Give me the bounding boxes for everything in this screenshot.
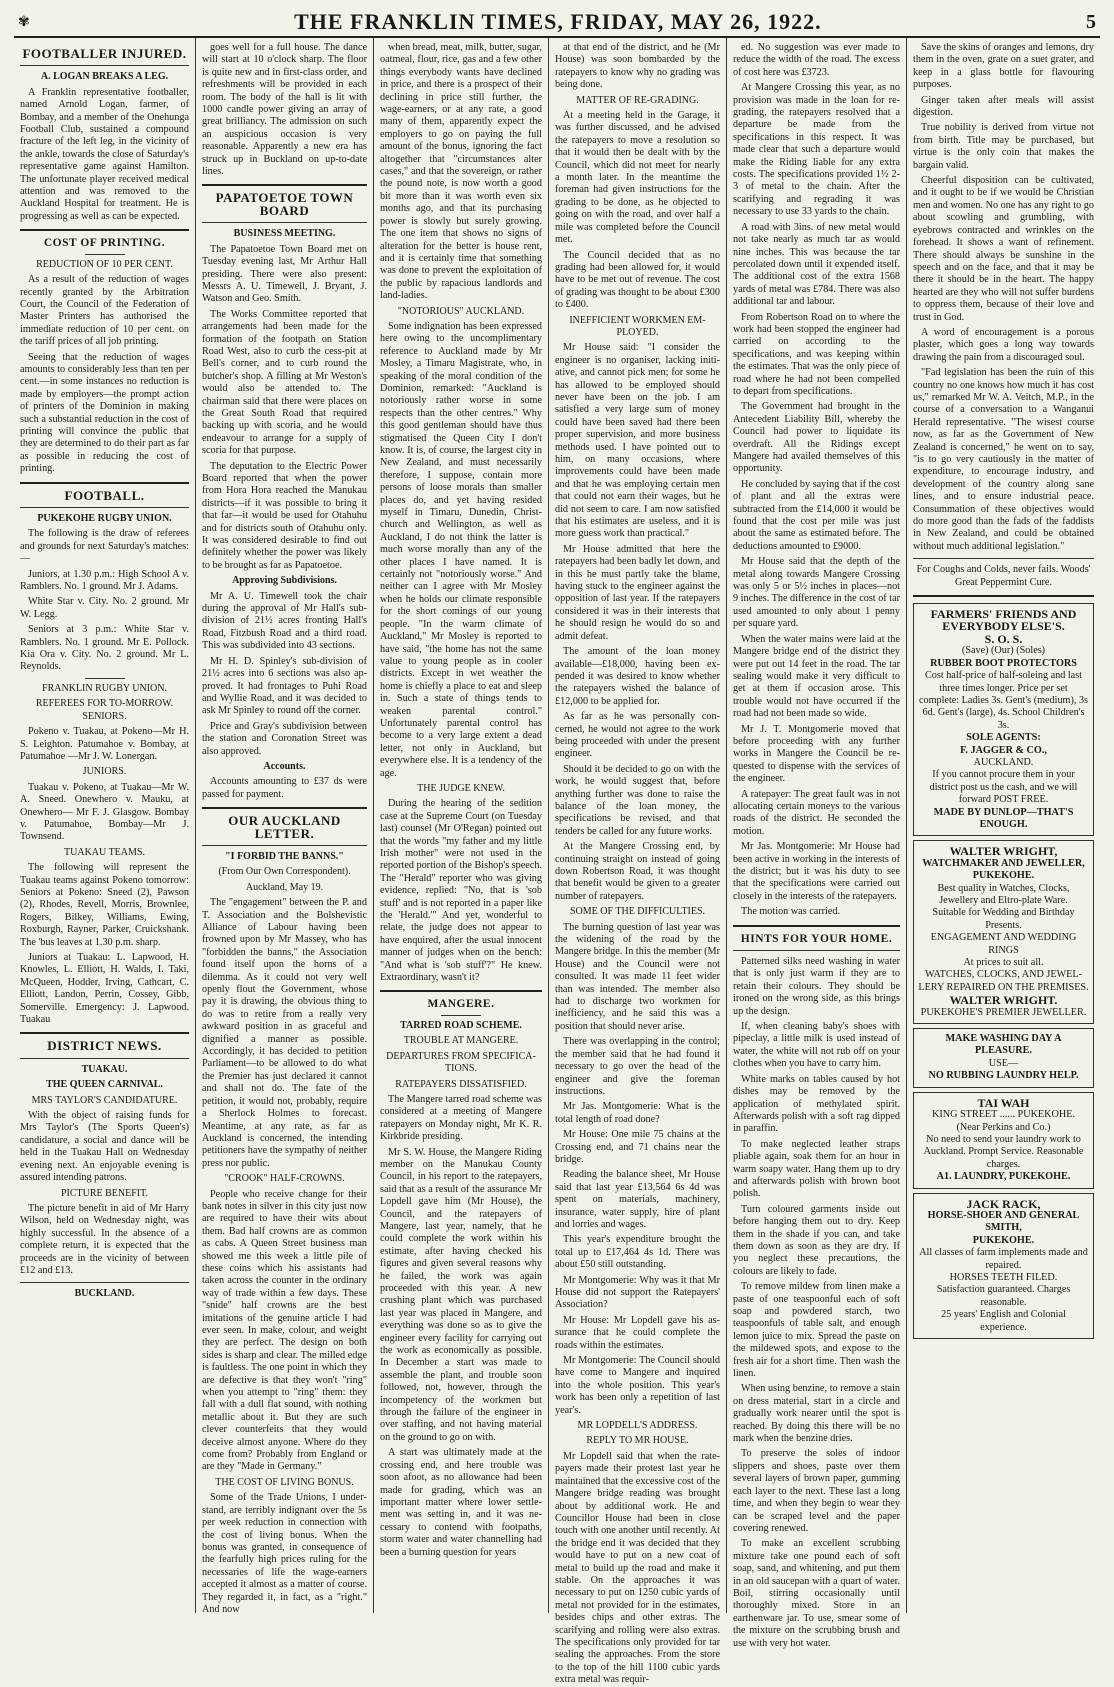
ad3-line-3: NO RUBBING LAUNDRY HELP. [928,1070,1079,1082]
article-cost-living: Some of the Trade Unions, I understand, are terribly indignant over the 5s per week reduction in connection with the cost of living bonus. When the bonus was granted, in consequence of the fearfully high prices ruling for the necessaries of life the wage-earners accepted it almost as a matter of course. They regarded it, in fact, as a "right." And now [202,1492,367,1615]
ad1-jagger: F. JAGGER & CO., [960,744,1047,756]
subheading-ratepayers: RATEPAYERS DISSATISFIED. [395,1078,527,1090]
subheading-tarred-road: TARRED ROAD SCHEME. [400,1019,522,1031]
lopdell-6: The Government had brought in the Antecedent Liability Bill, whereby the Council had power to liquidate its overdraft. All the Ridings except Mangere had availed themselves of this opportunity. [733,401,900,475]
hint-5: Turn coloured garments inside out before hanging them out to dry. Keep them in the shade if you can, and take them down as soon as they are dry. If you neglect these precautions, the colours are likely to fade. [733,1203,900,1277]
ad-jack-rack [913,1193,1094,1339]
subheading-taylor: MRS TAYLOR'S CANDIDATURE. [31,1094,178,1106]
subheading-notorious: "NOTORIOUS" AUCKLAND. [397,305,525,317]
subheading-cost-living: THE COST OF LIVING BONUS. [215,1476,354,1488]
heading-papatoetoe: PAPATOETOE TOWN BOARD [215,190,354,218]
page-number: 5 [1085,10,1096,33]
ad5-trade: HORSE-SHOER AND GENERAL SMITH, [927,1209,1080,1234]
difficulties-6: This year's expenditure brought the total up to £17,464 4s 1d. There was about £50 still outstanding. [555,1234,720,1271]
subheading-carnival: THE QUEEN CARNIVAL. [46,1079,163,1091]
tip-5: A word of encouragement is a porous plaster, which goes a long way towards drawing the pain from a discouraged soul. [913,326,1094,363]
column-4 [549,38,727,1686]
ad5-town: PUKEKOHE. [972,1234,1035,1246]
ad2-line-2: Suitable for Wedding and Birthday Presents. [932,907,1075,931]
heading-footballer-injured: FOOTBALLER INJURED. [22,46,187,61]
subheading-accounts: Accounts. [263,760,306,772]
subheading-juniors: JUNIORS. [82,766,127,778]
column-5 [727,38,907,1649]
ad2-name-2: WALTER WRIGHT. [949,993,1058,1008]
lopdell-8: Mr House said that the depth of the metal along towards Mangere Crossing was only 5 or 5½ inches in places—not 9 inches. The difference in the cost of tar used amounted to only about 1 penny per square yard. [733,556,900,630]
lopdell-2: ed. No suggestion was ever made to reduce the width of the road. The excess of cost here was £3723. [733,42,900,78]
lopdell-4: A road with 3ins. of new metal would not take nearly as much tar as would nine inches. This was because the tar percolated down until it expended itself. The additional cost of the extra 1568 yards of metal was £784. There was also additional tar and labour. [733,221,900,308]
subheading-difficulties: SOME OF THE DIFFICULTIES. [569,906,706,918]
referees-seniors: Pokeno v. Tuakau, at Pokeno—Mr H. S. Leighton. Patumahoe v. Bombay, at Patumahoe —Mr J. W. Lonergan. [20,726,189,762]
rugby-juniors: Juniors, at 1.30 p.m.: High School A v. Ramblers. No. 1 ground. Mr J. Adams. [20,568,189,593]
subheading-judge: THE JUDGE KNEW. [417,782,505,794]
papatoetoe-4: Mr A. U. Timewell took the chair during the approval of Mr Hall's subdivision of 21½ acres fronting Hall's Road, Fitzbush Road and a third road. This was subdivided into 43 sections. [202,590,367,652]
lopdell-7: He concluded by saying that if the cost of plant and all the extras were subtracted from the £14,000 it would be found that the cost per mile was just about the same as estimated before. The deductions amounted to £9000. [733,478,900,552]
heading-cost-printing: COST OF PRINTING. [43,237,166,250]
ad1-dunlop: MADE BY DUNLOP—THAT'S ENOUGH. [933,806,1074,830]
ad-tai-wah [913,1092,1094,1189]
heading-district-news: DISTRICT NEWS. [47,1038,162,1054]
ad1-title: FARMERS' FRIENDS AND EVERYBODY ELSE'S. [930,607,1077,634]
article-logan: A Franklin representative footballer, named Arnold Logan, farmer, of Bombay, and a member of the Onehunga Football Club, sustained a compound fracture of the left leg, in the vicinity of the ankle, towards the close of Saturday's representative game against Hamilton. The unfortunate player received medical attention and was removed to the Auckland Hospital for treatment. He is progressing as well as can be expected. [20,86,189,222]
dateline: Auckland, May 19. [245,881,324,893]
article-picture-benefit: The picture benefit in aid of Mr Harry Wilson, held on Wednesday night, was highly successful. In the absence of a complete return, it is expected that the proceeds are in the vicinity of between £12 and £13. [20,1202,189,1276]
subheading-lopdell: MR LOPDELL'S ADDRESS. [577,1420,698,1432]
masthead [14,8,1100,38]
lopdell-11: A ratepayer: The great fault was in not allocating certain moneys to the various roads of the district. He seconded the motion. [733,788,900,837]
tip-6: "Fad legislation has been the ruin of this country no one knows how much it has cost us," remarked Mr W. A. Veitch, M.P., in the course of a conversation to a Wanganui Herald representative. "The wisest course now, as far as the Government of New Zealand is concerned," he went on to say, "is to go very cautiously in the matter of expenditure, to encourage industry, and development of the country along sane lines, and to ensure industrial peace. Consummation of these objectives would do more good than the fads of the faddists in New Zealand, and could be obtained without much additional legislation." [913,367,1094,552]
mangere-3: A start was ultimately made at the crossing end, and here trouble was soon afoot, as no allowance had been made for grading, which was an important matter where lower settlement was setting in, and it was necessary to contend with footpaths, storm water and water channelling had been a burning question for years [380,1447,542,1558]
lopdell-9: When the water mains were laid at the Mangere bridge end of the district they were put out 14 feet in the road. The tar sealing would make it very difficult to get at them if occasion arose. This trouble would not have occurred if the road had not been made so wide. [733,633,900,720]
ad5-line-4: 25 years' English and Colonial experience. [941,1309,1066,1333]
ad2-line-1: Best quality in Watches, Clocks, Jewellery and Eltro-plate Ware. [937,882,1070,906]
ad5-line-1: All classes of farm implements made and repaired. [919,1247,1088,1271]
subheading-logan: A. LOGAN BREAKS A LEG. [40,71,169,83]
tip-3: True nobility is derived from virtue not from birth. Title may be purchased, but virtue is the only coin that makes the bargain valid. [913,122,1094,171]
heading-hints: HINTS FOR YOUR HOME. [740,932,893,945]
subheading-tuakau-teams: TUAKAU TEAMS. [64,846,145,858]
rugby-seniors: Seniors at 3 p.m.: White Star v. Ramblers. No. 1 ground. Mr E. Pollock. Kia Ora v. City. No. 2 ground. Mr L. Reynolds. [20,624,189,673]
tuakau-teams: The following will represent the Tuakau teams against Pokeno tomorrow: Seniors at Pokeno: Sneed (2), Pawson (2), Rhodes, Revell, Morris, Brownlee, Rogers, Bilkey, Williams, Ewing, Roxburgh, Rayner, Parker, Cruickshank. The 'bus leaves at 1.30 p.m. sharp. [20,862,189,948]
subheading-business: BUSINESS MEETING. [233,228,336,240]
papatoetoe-3: The deputation to the Electric Power Board reported that when the power from Hora Hora reached the Manukau districts—if it was possible to bring it that far—it would be used for Otahuhu and for districts south of Otahuhu only. It was considered desirable to find out definitely whether the power was likely to be brought as far as Papatoetoe. [202,460,367,571]
ad1-rubber: RUBBER BOOT PROTECTORS [930,657,1077,669]
ad2-name: WALTER WRIGHT, [949,844,1058,859]
column-2 [196,38,374,1613]
ad1-cost: Cost half-price of half-soleing and last three times longer. Price per set complete: Ladies 3s. Gent's (medium), 3s 6d. Gent's (large), 4s. School Children's 3s. [918,670,1089,731]
inefficient-2: Mr House admitted that here the ratepayers had been badly let down, and in this he must partly take the blame, having stuck to the engineer against the opposition of last year. If the ratepayers considered it was in their interests that he should resign he would do so and admit defeat. [555,543,720,642]
subheading-pukekohe-rugby: PUKEKOHE RUGBY UNION. [37,513,172,524]
hint-7: When using benzine, to remove a stain on dress material, start in a circle and gradually work nearer until the spot is reached. By doing this there will be no mark when the benzine dries. [733,1383,900,1445]
mangere-2: Mr S. W. House, the Mangere Riding member on the Manukau County Council, in his report to the ratepayers, said that as a result of the assurance Mr Lopdell gave him (Mr House), the Council, and the ratepayers of Mangere, last year, namely, that he could complete the work within his estimate, after having checked his figures and given several reasons why he failed, the work was again proceeded with this year. A new crushing plant which was purchased last year was placed in Mangere, and everything was done so as to give the engineer every facility for carrying out the work as economically as possible. In December a start was made to assemble the plant, and trouble soon followed, not, however, through the incompetency of the workmen but through the failure of the engineer in over staffing, and not having material on the ground to go on with. [380,1146,542,1443]
inefficient-1: Mr House said: "I consider the engineer is no organiser, lacking initiative, and cannot pick men; for some he has allowed to be employed should never have been on the job. I am satisfied a very large sum of money could have been saved had there been proper supervision, and more business methods used. I have pointed out to him, on many occasions, where improvements could have been made and that he was employing certain men that could not earn their wages, but he did not seem to care. I am now satisfied that his estimates are useless, and it is more guess work than practical." [555,342,720,540]
difficulties-7: Mr Montgomerie: Why was it that Mr House did not support the Ratepayers' Association? [555,1274,720,1311]
inefficient-3: The amount of the loan money available—£18,000, having been expended it was desired to know whether the ratepayers wished the balance of £12,000 to be applied for. [555,646,720,707]
ad1-sos: S. O. S. [984,631,1023,646]
regrading-2: The Council decided that as no grading had been allowed for, it would have to be met out of revenue. The cost of grading was thought to be about £300 to £400. [555,249,720,311]
ad5-line-2: HORSES TEETH FILED. [949,1271,1058,1283]
subheading-correspondent: (From Our Own Correspondent). [218,866,351,878]
lopdell-3: At Mangere Crossing this year, as no provision was made in the loan for re-grading, the ratepayers resolved that a departure be made from the specifications in this respect. It was made clear that such a departure would make the Riding liable for any extra costs. The specifications provided 1½ 2-3 of metal to the chain. After the scarifying and regrading it was necessary to use 33 yards to the chain. [733,82,900,218]
difficulties-1: The burning question of last year was the widening of the road by the Mangere bridge. In this the member (Mr House) and the Council were not consulted. It was made 11 feet wider than was intended. The member also had to discharge two workmen for inefficiency, and he said this was a position that should never arise. [555,921,720,1032]
ad-rubber-boot [913,603,1094,836]
page-title: THE FRANKLIN TIMES, FRIDAY, MAY 26, 1922. [294,9,822,34]
difficulties-5: Reading the balance sheet, Mr House said that last year £13,564 6s 4d was spent on materials, machinery, insurance, water supply, hire of plant and lorries and wages. [555,1169,720,1230]
hint-9: To make an excellent scrubbing mixture take one pound each of soft soap, sand, and whitening, and put them in an old saucepan with a quart of water. Boil, stirring occasionally until thoroughly mixed. Store in an earthenware jar. To use, smear some of the mixture on the scrubbing brush and use with very hot water. [733,1538,900,1649]
difficulties-9: Mr Montgomerie: The Council should have come to Mangere and inquired into the whole position. This year's work has been only a repetition of last year's. [555,1355,720,1416]
column-6 [907,38,1100,1613]
mangere-1: The Mangere tarred road scheme was considered at a meeting of Mangere ratepayers on Monday night, Mr K. R. Kirkbride presiding. [380,1093,542,1143]
ad5-name: JACK RACK, [966,1196,1041,1211]
ad-washing-day [913,1028,1094,1088]
papatoetoe-1: The Papatoetoe Town Board met on Tuesday evening last, Mr Arthur Hall presiding. There were also present: Messrs A. U. Timewell, J. Bryant, J. Watson and Geo. Smith. [202,243,367,305]
mangere-4: at that end of the district, and he (Mr House) was soon bombarded by the ratepayers to know why no grading was being done. [555,42,720,91]
article-crook: People who receive change for their bank notes in silver in this city just now are required to have their wits about them. Bad half crowns are as common as cabs. A Queen Street business man showed me this week a little pile of these coins which his assistants had taken across the counter in the ordinary way of trade within a few days. These "snide" half crowns are the best imitations of the genuine article I had ever seen. In make, colour, and weight they are perfect. The design on both sides is sharp and clear. The milled edge is faultless. The one point in which they are defective is that they won't "ring" when you attempt to "ring" them: they fall with a dull flat sound, with nothing metallic about it. But they are such clever counterfeits that they would deceive almost anyone. Where do they come from? Probably from England or are they "Made in Germany." [202,1188,367,1473]
article-banns: The "engagement" between the P. and T. Association and the Bolshevistic Alliance of Labour having been frowned upon by Mr Massey, who has "forbidden the banns," the Association found itself upon the horns of a dilemma. As it could not very well openly flout the Government, whose pay it is drawing, the obvious thing to do was to retire from a really very awkward position in as graceful and dignified a manner as possible. Accordingly, it has decided to petition Parliament—to be allowed to do what the Premier has just declared it cannot and shall not do. The fate of the petition, it would not, probably, require a Sherlock Holmes to forecast. Meantime, at any rate, as far as Auckland is concerned, the intending petitioners have the sympathy of neither press nor public. [202,897,367,1169]
difficulties-4: Mr House: One mile 75 chains at the Crossing end, and 71 chains near the bridge. [555,1129,720,1165]
subheading-banns: "I FORBID THE BANNS." [225,850,344,862]
ad4-near: (Near Perkins and Co.) [956,1121,1051,1133]
hint-1: Patterned silks need washing in water that is only just warm if they are to retain their colours. They should be ironed on the wrong side, as this brings up the design. [733,956,900,1017]
ad1-auckland: AUCKLAND. [973,756,1034,768]
ad1-post: If you cannot procure them in your district post us the cash, and we will forward POST FREE. [929,769,1078,806]
hint-8: To preserve the soles of indoor slippers and shoes, paste over them several layers of brown paper, gumming each layer to the next. These last a long time, and when they begin to wear they can be scraped level and the paper covering renewed. [733,1448,900,1534]
subheading-regrading: MATTER OF RE-GRADING. [576,94,699,106]
article-carnival: With the object of raising funds for Mrs Taylor's (The Sports Queen's) candidature, a social and dance will be held in the Tuakau Hall on Wednesday evening next. An enjoyable evening is assured intending patrons. [20,1110,189,1184]
inefficient-6: At the Mangere Crossing end, by continuing straight on instead of going down Robertson Road, it was thought that benefit would be given to a greater number of ratepayers. [555,841,720,902]
regrading-1: At a meeting held in the Garage, it was further discussed, and he advised the ratepayers to move a resolution so that it would then be dealt with by the Council, which did not meet for nearly a month later. In the meantime the foreman had given instructions for the grading to be done, as he objected to going on with the road, and over half a mile was completed before the Council met. [555,110,720,246]
hint-2: If, when cleaning baby's shoes with pipeclay, a little milk is used instead of water, the white will not rub off on your clothes when you have to carry him. [733,1021,900,1070]
ad-walter-wright [913,840,1094,1024]
column-3 [374,38,549,1613]
ad3-line-1: MAKE WASHING DAY A PLEASURE. [945,1033,1062,1057]
lopdell-5: From Robertson Road on to where the work had been stopped the engineer had carried on according to the specifications, and was keeping within the estimates. That was the only piece of road where he had not been compelled to depart from specifications. [733,311,900,397]
hint-3: White marks on tables caused by hot dishes may be removed by the application of methylated spirit. Afterwards polish with a soft rag dipped in paraffin. [733,1073,900,1135]
subheading-picture-benefit: PICTURE BENEFIT. [60,1187,149,1199]
heading-football: FOOTBALL. [64,487,145,503]
ad4-laundry: A1. LAUNDRY, PUKEKOHE. [936,1171,1071,1183]
subheading-crook: "CROOK" HALF-CROWNS. [224,1173,345,1185]
tuakau-juniors: Juniors at Tuakau: L. Lapwood, H. Knowles, L. Elliott, H. Walds, I. Taki, McQueen, Hodder, Irving, Cathcart, C. Elliott, Landon, Perrin, Cossey, Gibb, Somerville. Emergency: J. Lapwood. Tuakau [20,952,189,1026]
subheading-tuakau: TUAKAU. [81,1063,128,1075]
papatoetoe-5: Mr H. D. Spinley's sub-division of 21½ acres into 6 sections was also approved. It had frontages to Puhi Road and Wyllie Road, and it was decided to ask Mr Spinley to round off the corner. [202,655,367,717]
ad1-sos-sub: (Save) (Our) (Soles) [961,645,1046,657]
lopdell-12: Mr Jas. Montgomerie: Mr House had been active in working in the interests of the district; but it was his duty to see that the specifications were carried out closely in the interests of the ratepayers. [733,841,900,902]
article-printing-1: As a result of the reduction of wages recently granted by the Arbitration Court, the Council of the Federation of Master Printers has authorised the immediate reduction of 10 per cent. on the tariff prices of all job printing. [20,274,189,348]
papatoetoe-6: Price and Gray's subdivision between the station and Coronation Street was also approved. [202,720,367,757]
ad2-line-5: WATCHES, CLOCKS, AND JEWELLERY REPAIRED ON THE PREMISES. [918,969,1089,993]
inefficient-4: As far as he was personally concerned, he would not agree to the work being proceeded with under the present engineer. [555,711,720,760]
ad5-line-3: Satisfaction guaranteed. Charges reasonable. [936,1284,1071,1308]
ad2-town: PUKEKOHE. [972,870,1035,882]
article-printing-2: Seeing that the reduction of wages amounts to considerably less than ten per cent.—in some instances no reduction is made by employers—the prompt action of printers of the Dominion in making such a substantial reduction in the cost of printing will convince the public that they are determined to do their part as far as possible in reducing the cost of printing. [20,351,189,475]
ad4-text: No need to send your laundry work to Auckland. Prompt Service. Reasonable charges. [923,1133,1084,1170]
subheading-inefficient: INEFFICIENT WORKMEN EMPLOYED. [569,314,706,338]
ad2-line-3: ENGAGEMENT AND WEDDING RINGS [930,932,1077,956]
papatoetoe-7: Accounts amounting to £37 ds were passed for payment. [202,776,367,800]
lopdell-13: The motion was carried. [741,906,841,918]
ad4-name: TAI WAH [977,1095,1030,1110]
ad2-premier: PUKEKOHE'S PREMIER JEWELLER. [920,1006,1087,1018]
rugby-white-star: White Star v. City. No. 2 ground. Mr W. Legg. [20,596,189,620]
subheading-departures: DEPARTURES FROM SPECIFICATIONS. [386,1050,536,1075]
article-notorious: Some indignation has been expressed here owing to the uncomplimentary reference to Auckland made by Mr Mosley, a Timaru Magistrate, who, in speaking of the moral condition of the Dominion, remarked: "Auckland is notoriously rather worse in some respects than the other centres." Why this good gentleman should have thus stigmatised the Queen City I don't know. It is, of course, the largest city in New Zealand, and must necessarily therefore, I suppose, contain more persons of loose morals than smaller places do, and yet having resided myself in Timaru, Dunedin, Christchurch and Wellington, as well as Auckland, I do not think the latter is much worse morally than any of the other places I have named. It is certainly not "notoriously worse." And neither can I agree with Mr Mosley when he holds our climate responsible for the short comings of our young people. "In the warm climate of Auckland," Mr Mosley is reported to have said, "the home has not the same value to young people as in cooler districts. Except in wet weather the home is chiefly a place to eat and sleep in. Such a state of things tends to weaken parental control." Unfortunately parental control has become to a very large extent a dead letter, not only in Auckland, but everywhere else. It is a tendency of the age. [380,320,542,779]
difficulties-2: There was overlapping in the control; the member said that he had found it necessary to go over the head of the engineer and give the foreman instructions. [555,1036,720,1097]
ad3-line-2: USE— [988,1057,1019,1069]
coughs-ad: For Coughs and Colds, never fails. Woods' Great Peppermint Cure. [916,564,1091,588]
article-cost-living-cont: when bread, meat, milk, butter, sugar, oatmeal, flour, rice, gas and a few other things everybody wants have declined in price, and there is a prospect of their declining in price still further, the wage-earners, or at any rate, a good many of them, apparently expect the employers to go on paying the full amount of the bonus, ignoring the fact altogether that "circumstances alter cases," and that the sovereign, or rather the pound note, is now worth a good bit more than it was worth even six months ago, and that its purchasing power is slowly but surely growing. The one item that shows no signs of alteration for the better is house rent, and it is certainly time that something was done to prevent the exploitation of the public by rapacious landlords and land-ladies. [380,42,542,302]
ad2-line-4: At prices to suit all. [963,957,1044,969]
difficulties-3: Mr Jas. Montgomerie: What is the total length of road done? [555,1101,720,1125]
article-judge: During the hearing of the sedition case at the Supreme Court (on Tuesday last) counsel (Mr O'Regan) pointed out that the words "my father and my little Irish mother" were not used in the reported portion of the Bishop's speech. The "Herald" reporter who was giving evidence, replied: "No, that is 'sob stuff' and is not reported in a paper like the 'Herald.'" And yet, wonderful to relate, the judge does not appear to have enquired, after the usual innocent manner of judges when on the bench: "And what is 'sob stuff'?" He knew. Extraordinary, wasn't it? [380,798,542,984]
tip-1: Save the skins of oranges and lemons, dry them in the oven, grate on a suet grater, and keep in a glass bottle for flavouring purposes. [913,42,1094,91]
hint-4: To make neglected leather straps pliable again, soak them for an hour in warm soapy water. Hang them up to dry and afterwards polish with brown boot polish. [733,1138,900,1200]
ad1-agents: SOLE AGENTS: [966,732,1041,744]
columns [14,38,1100,1686]
subheading-franklin-rugby: FRANKLIN RUGBY UNION. [42,682,167,694]
subheading-reply: REPLY TO MR HOUSE. [586,1435,689,1447]
ad4-street: KING STREET ...... PUKEKOHE. [932,1109,1075,1121]
subheading-reduction: REDUCTION OF 10 PER CENT. [36,258,173,270]
hint-6: To remove mildew from linen make a paste of one teaspoonful each of soft soap and powdered starch, two teaspoonfuls of table salt, and enough lemon juice to mix. Spread the paste on the mildewed spots, and expose to the fresh air for a short time. Then wash the linen. [733,1281,900,1380]
lopdell-10: Mr J. T. Montgomerie moved that before proceeding with any further works in Mangere the Council be requested to dispense with the services of the engineer. [733,723,900,785]
heading-auckland-letter: OUR AUCKLAND LETTER. [228,813,341,841]
inefficient-5: Should it be decided to go on with the work, he would suggest that, before anything further was done to raise the balance of the loan money, the specifications be revised, and that tenders be called for any future works. [555,763,720,837]
ornament-icon: ✾ [18,14,30,30]
subheading-buckland: BUCKLAND. [74,1288,135,1300]
papatoetoe-2: The Works Committee reported that arrangements had been made for the formation of the footpath on Station Road West, also to curb the cess-pit at Bell's corner, and to curb round the butcher's shop. A filling at Mr Weston's would also be attended to. The chairman said that there were places on the Great South Road that required backing up with scoria, and he would endeavour to arrange for a supply of scoria for that purpose. [202,308,367,457]
subheading-subdivisions: Approving Subdivisions. [232,575,337,587]
ad2-trade: WATCHMAKER AND JEWELLER, [922,857,1085,869]
tip-4: Cheerful disposition can be cultivated, and it ought to be if we would be Christian men and women. No one has any right to go about scowling and grumbling, with eyebrows contracted and wrinkles on the forehead. It shows a want of refinement. There should always be sunshine in the speech and on the face, and that it may be there it should be in the heart. The happy hearted are they who will not suffer burdens to oppress them, because of their love and trust in God. [913,175,1094,323]
article-lopdell: Mr Lopdell said that when the ratepayers made their protest last year he maintained that the excessive cost of the Mangere bridge reading was brought about by additional work. He and Councillor House had been in close touch with one another until recently. At the bridge end it was decided that they would have to put on a new coat of metal to build up the road and make it stable. On the approaches it was necessary to put on 1250 cubic yards of metal not provided for in the estimates, besides chips and other extras. The scarifying and rolling were also extras. The specifications only provided for tar sealing the approaches. From the store to the top of the hill 1100 cubic yards extra metal was requir- [555,1450,720,1686]
tip-2: Ginger taken after meals will assist digestion. [913,94,1094,119]
referees-juniors: Tuakau v. Pokeno, at Tuakau—Mr W. A. Sneed. Onewhero v. Mauku, at Onewhero— Mr F. J. Glasgow. Bombay v. Patumahoe, Bombay—Mr J. Townsend. [20,781,189,843]
subheading-referees: REFEREES FOR TO-MORROW. SENIORS. [35,698,174,722]
rugby-intro: The following is the draw of referees and grounds for next Saturday's matches:— [20,528,189,565]
subheading-trouble: TROUBLE AT MANGERE. [403,1035,519,1047]
difficulties-8: Mr House: Mr Lopdell gave his assurance that he could complete the roads within the estimates. [555,1314,720,1351]
column-1 [14,38,196,1613]
heading-mangere: MANGERE. [427,998,495,1011]
article-dance: goes well for a full house. The dance will start at 10 o'clock sharp. The floor is quite new and in first-class order, and refreshments will be provided in each room. The body of the hall is lit with 1000 candle power giving an array of great brilliancy. The admission on such an auspicious occasion is very reasonable. Apparently a new era has struck up in Buckland on up-to-date lines. [202,42,367,178]
